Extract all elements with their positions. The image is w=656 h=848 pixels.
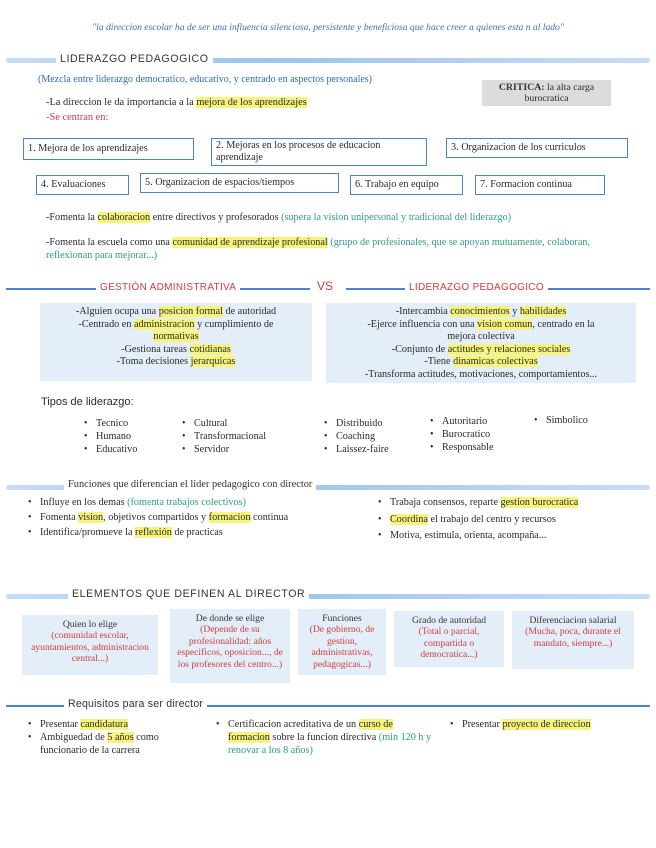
list-item: • Burocratico [428,429,494,442]
list-item: • Responsable [428,442,494,455]
tipos-col5 [532,415,588,428]
opening-quote: "la direccion escolar ha de ser una influencia silenciosa, persistente y beneficiosa que hace creer a quienes esta n al lado" [92,22,564,33]
text: Trabaja consensos, reparte [390,497,498,508]
text: -Transforma actitudes, motivaciones, comportamientos... [364,368,598,380]
highlight: proyecto de direccion [502,719,591,730]
elemento-title: Quien lo elige [62,619,118,630]
text: -Toma decisiones [116,356,189,368]
section-title-funciones: Funciones que diferencian el lider pedagogico con director [64,479,316,490]
highlight: formacion [208,511,251,523]
elemento-desc: (Total o parcial, compartida o democratica...) [418,626,480,661]
focus-box-3: 3. Organizacion de los curriculos [446,138,628,158]
text: -Alguien ocupa una [75,306,157,317]
list-item: • Simbolico [532,415,588,428]
list-item [448,719,648,732]
highlight: reflexión [135,526,172,538]
focus-box-5: 5. Organizacion de espacios/tiempos [140,173,339,193]
elemento-desc: (Mucha, poca, durante el mandato, siempre...) [525,626,621,649]
tipos-title: Tipos de liderazgo: [41,396,134,408]
requisitos-col1 [26,719,206,757]
list-item: • Transformacional [180,431,266,444]
liderazgo-subtitle: (Mezcla entre liderazgo democratico, educativo, y centrado en aspectos personales) [38,74,373,85]
text: -La direccion le da importancia a la [46,97,194,108]
text: sobre la funcion directiva [272,731,377,743]
elemento-card [394,611,504,667]
list-item: • Tecnico [82,418,137,431]
elemento-card [22,615,158,675]
section-title-elementos: ELEMENTOS QUE DEFINEN AL DIRECTOR [68,588,309,600]
highlight: vision [78,511,104,523]
list-item [26,732,206,758]
text: -Fomenta la [46,212,95,223]
text: y cumplimiento de [197,318,274,330]
liderazgo-line1 [46,96,307,109]
funciones-right [376,497,646,542]
note: (min 120 h y renovar a los 8 años) [228,731,432,756]
highlight: comunidad de aprendizaje profesional [172,237,328,248]
list-item: • Laissez-faire [322,444,389,457]
highlight: 5 años [107,731,134,743]
elemento-card [298,609,386,675]
note: (supera la vision unipersonal y tradicional del liderazgo) [281,212,512,223]
note: (fomenta trabajos colectivos) [127,497,246,508]
critica-label: CRITICA: [498,82,545,93]
text: continua [253,511,289,523]
elemento-title: Funciones [322,613,362,624]
list-item [214,719,436,757]
list-item: • Servidor [180,444,266,457]
fomenta-line1 [46,211,511,224]
text: Identifica/promueve la [40,526,133,538]
tipos-col3 [322,418,389,456]
list-item [376,514,646,527]
text: Presentar [40,719,78,730]
highlight: candidatura [80,719,128,730]
elemento-title: Diferenciacion salarial [529,615,617,626]
list-item [26,497,366,510]
focus-box-4: 4. Evaluaciones [36,175,129,195]
requisitos-col3 [448,719,648,732]
list-item: • Cultural [180,418,266,431]
highlight: vision comun [477,318,533,330]
highlight: posicion formal [158,306,223,317]
text: , objetivos compartidos y [103,511,207,523]
text: -Gestiona tareas [121,343,188,355]
gestion-panel [40,303,312,381]
text: Motiva, estimula, orienta, acompaña... [390,529,547,541]
highlight: conocimientos [450,306,510,317]
text: -Tiene [424,356,451,368]
highlight: jerarquicas [190,356,236,368]
elemento-title: De donde se elige [195,613,265,624]
funciones-left [26,497,366,539]
fomenta-line2 [46,236,621,262]
highlight: mejora de los aprendizajes [196,97,307,108]
list-item [26,512,366,525]
focus-box-6: 6. Trabajo en equipo [350,175,463,195]
elemento-card [170,609,290,683]
critica-box [482,80,611,106]
requisitos-col2 [214,719,436,757]
text: Ambiguedad de [40,731,105,743]
text: -Intercambia [395,306,448,317]
tipos-col1 [82,418,137,456]
list-item: • Coaching [322,431,389,444]
text: -Conjunto de [391,343,446,355]
list-item: • Humano [82,431,137,444]
critica-text: la alta carga burocratica [524,82,595,104]
list-item: • Educativo [82,444,137,457]
vs-label: VS [313,279,337,293]
text: el trabajo del centro y recursos [430,513,556,525]
highlight: habilidades [519,306,567,317]
vs-left-title: GESTIÓN ADMINISTRATIVA [96,282,240,293]
focus-box-2: 2. Mejoras en los procesos de educacion aprendizaje [211,138,427,166]
elemento-desc: (Depende de su profesionalidad: años especificos, oposicion..., de los profesores del centro...) [177,624,283,670]
text: de practicas [174,526,223,538]
elemento-card [512,611,634,669]
list-item: • Distribuido [322,418,389,431]
list-item [376,530,646,543]
list-item: • Autoritario [428,416,494,429]
highlight: curso de formacion [228,719,393,743]
text: -Centrado en [78,318,132,330]
highlight: Coordina [390,513,428,525]
focus-box-1: 1. Mejora de los aprendizajes [23,138,194,160]
highlight: colaboracion [97,212,151,223]
liderazgo-panel [326,303,636,383]
text: y [512,306,518,317]
text: , centrado en la [532,318,595,330]
note: (grupo de profesionales, que se apoyan mutuamente, colaboran, reflexionan para mejorar...) [46,237,590,261]
text: Fomenta [40,511,76,523]
section-title-liderazgo: LIDERAZGO PEDAGOGICO [56,53,213,65]
text: Presentar [462,719,500,730]
text: -Ejerce influencia con una [367,318,475,330]
tipos-col4 [428,416,494,454]
text: -Fomenta la escuela como una [46,237,170,248]
tipos-col2 [180,418,266,456]
text: mejora colectiva [447,331,515,343]
elemento-title: Grado de autoridad [411,615,487,626]
section-title-requisitos: Requisitos para ser director [64,698,207,710]
elemento-desc: (comunidad escolar, ayuntamientos, administracion central...) [31,630,149,665]
highlight: actitudes y relaciones sociales [447,343,571,355]
list-item [376,497,646,510]
text: como funcionario de la carrera [40,731,159,756]
elemento-desc: (De gobierno, de gestion, administrativas, pedagogicas...) [309,624,375,670]
highlight: dinamicas colectivas [453,356,538,368]
list-item [26,719,206,732]
text: entre directivos y profesorados [152,212,279,223]
list-item [26,527,366,540]
centran-label: -Se centran en: [46,112,109,123]
focus-box-7: 7. Formacion continua [475,175,605,195]
highlight: cotidianas [189,343,231,355]
highlight: normativas [153,331,199,343]
text: de autoridad [225,306,277,317]
highlight: administracion [133,318,195,330]
highlight: gestion burocratica [500,497,579,508]
text: Influye en los demas [40,497,125,508]
vs-right-title: LIDERAZGO PEDAGOGICO [405,282,548,293]
text: Certificacion acreditativa de un [228,719,357,730]
